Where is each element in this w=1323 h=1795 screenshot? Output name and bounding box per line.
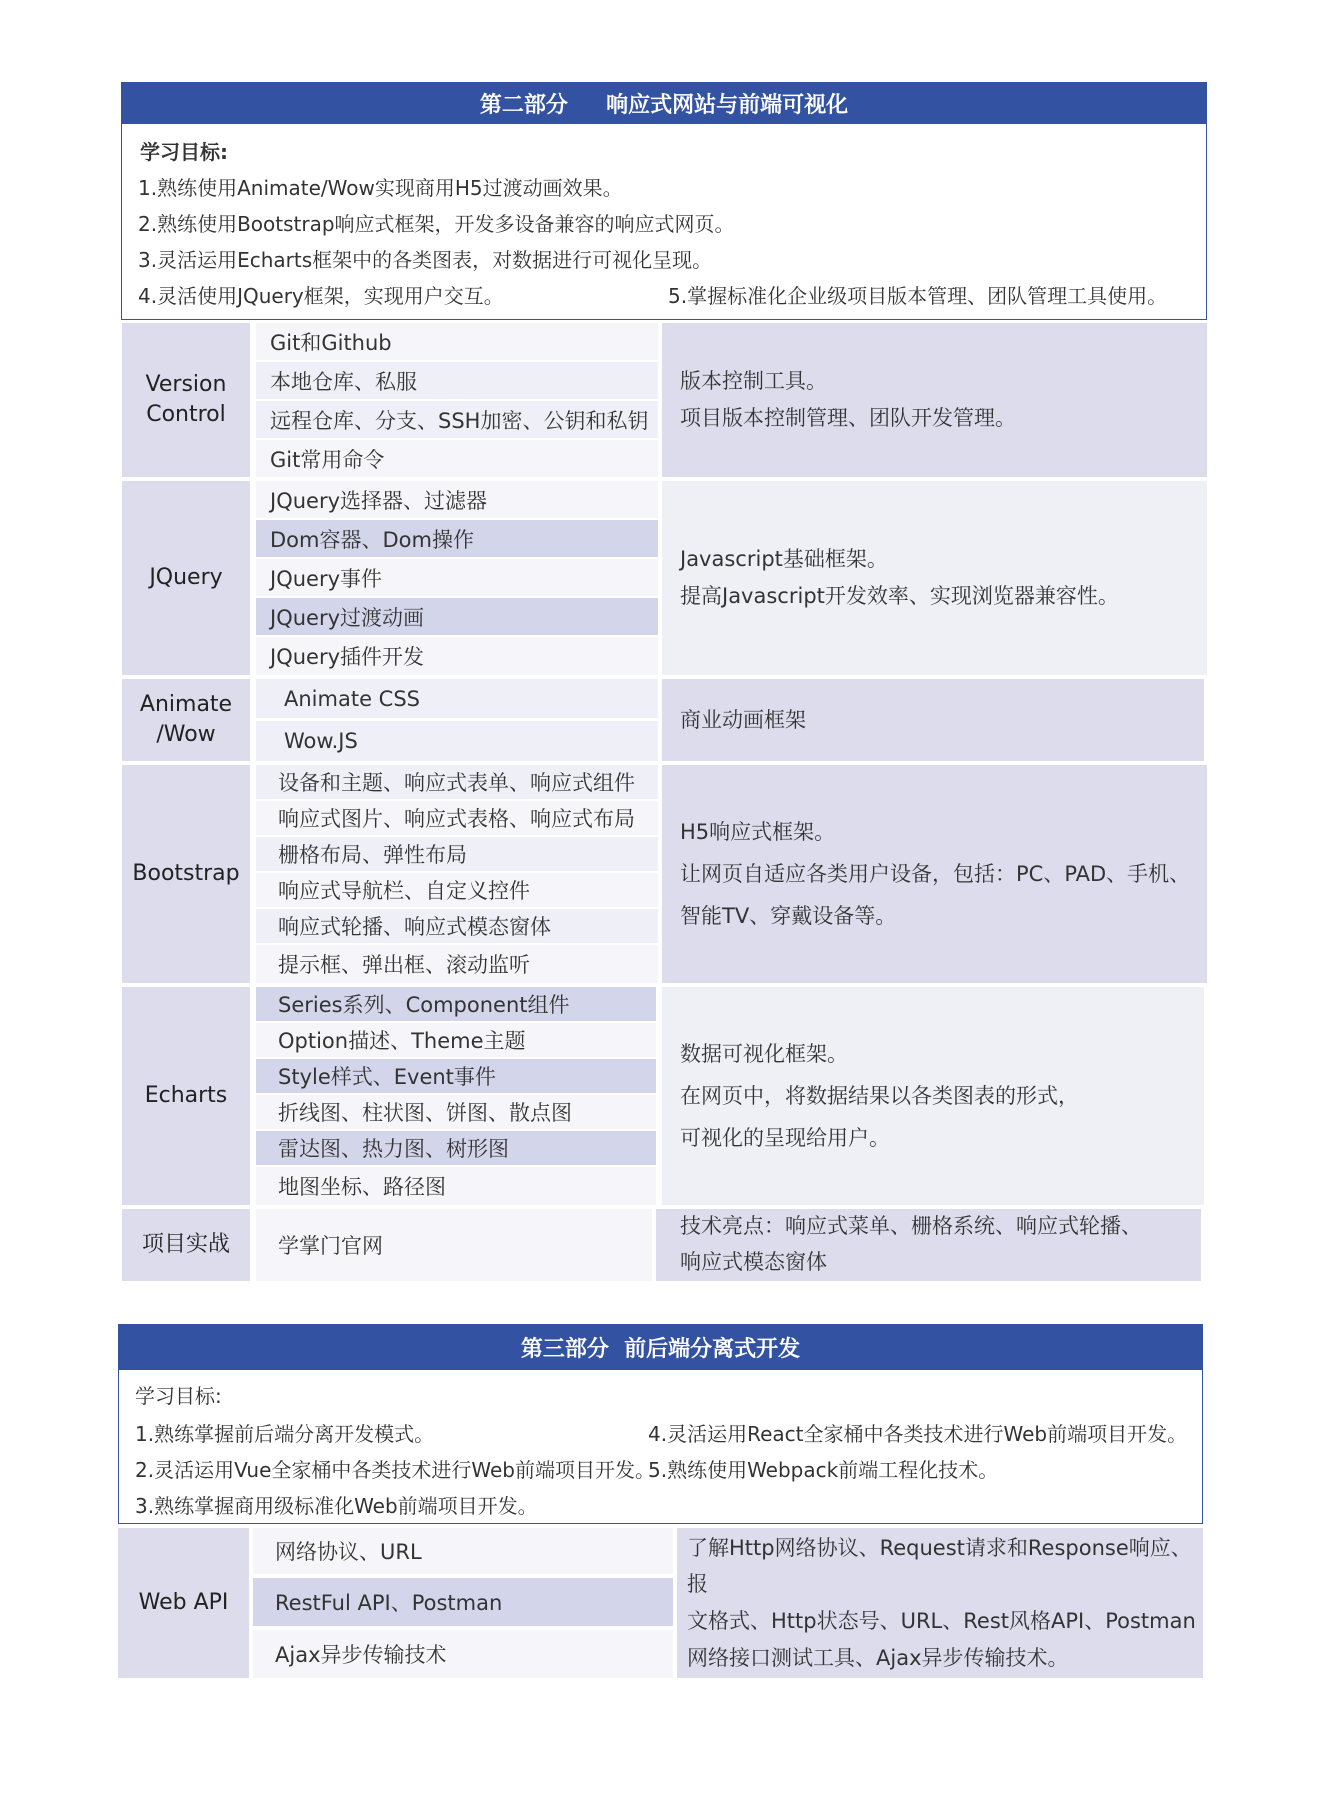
list-item: 响应式导航栏、自定义控件	[256, 873, 658, 907]
goals-label: 学习目标:	[140, 140, 228, 164]
list-item: 折线图、柱状图、饼图、散点图	[256, 1095, 656, 1129]
desc-line: 网络接口测试工具、Ajax异步传输技术。	[687, 1645, 1069, 1670]
description-animate-wow	[662, 679, 1204, 761]
list-item: 响应式轮播、响应式模态窗体	[256, 909, 658, 943]
list-item: Ajax异步传输技术	[253, 1630, 673, 1678]
category-jquery: JQuery	[122, 481, 250, 675]
list-item: Git常用命令	[256, 440, 658, 477]
list-item: 提示框、弹出框、滚动监听	[256, 945, 658, 983]
goal-item: 5.掌握标准化企业级项目版本管理、团队管理工具使用。	[668, 284, 1168, 308]
description-jquery	[662, 481, 1207, 675]
desc-line: 响应式模态窗体	[680, 1250, 827, 1274]
list-item: Git和Github	[256, 323, 658, 360]
part3-goals-box	[118, 1370, 1203, 1524]
goal-item: 2.熟练使用Bootstrap响应式框架，开发多设备兼容的响应式网页。	[138, 212, 735, 236]
list-item: 远程仓库、分支、SSH加密、公钥和私钥	[256, 401, 658, 438]
goal-item: 5.熟练使用Webpack前端工程化技术。	[648, 1458, 999, 1482]
description-echarts	[662, 987, 1204, 1205]
desc-line: 技术亮点：响应式菜单、栅格系统、响应式轮播、	[680, 1214, 1142, 1239]
list-item: Animate CSS	[256, 679, 658, 718]
list-item: 网络协议、URL	[253, 1528, 673, 1574]
list-item: 栅格布局、弹性布局	[256, 837, 658, 871]
category-project: 项目实战	[122, 1209, 250, 1281]
goal-item: 3.熟练掌握商用级标准化Web前端项目开发。	[135, 1494, 538, 1518]
list-item: RestFul API、Postman	[253, 1578, 673, 1626]
list-item: Series系列、Component组件	[256, 987, 656, 1021]
list-item: JQuery事件	[256, 559, 658, 596]
desc-line: 在网页中，将数据结果以各类图表的形式，	[680, 1084, 1079, 1108]
goal-item: 4.灵活运用React全家桶中各类技术进行Web前端项目开发。	[648, 1422, 1188, 1446]
goal-item: 4.灵活使用JQuery框架，实现用户交互。	[138, 284, 504, 308]
desc-line: 版本控制工具。	[680, 369, 827, 394]
description-version-control	[662, 323, 1207, 477]
list-item: 雷达图、热力图、树形图	[256, 1131, 656, 1165]
list-item: JQuery过渡动画	[256, 598, 658, 635]
part2-goals-box	[121, 124, 1207, 320]
list-item: Dom容器、Dom操作	[256, 520, 658, 557]
desc-line: 项目版本控制管理、团队开发管理。	[680, 406, 1016, 430]
list-item: 地图坐标、路径图	[256, 1167, 656, 1205]
goal-item: 1.熟练使用Animate/Wow实现商用H5过渡动画效果。	[138, 176, 623, 200]
description-web-api	[677, 1528, 1203, 1678]
description-project	[656, 1209, 1201, 1281]
list-item: 设备和主题、响应式表单、响应式组件	[256, 765, 658, 799]
desc-line: Javascript基础框架。	[680, 547, 888, 572]
desc-line: 提高Javascript开发效率、实现浏览器兼容性。	[680, 584, 1119, 608]
list-item: 本地仓库、私服	[256, 362, 658, 399]
goals-label: 学习目标:	[135, 1384, 222, 1408]
desc-line: 智能TV、穿戴设备等。	[680, 904, 897, 928]
desc-line: 可视化的呈现给用户。	[680, 1126, 890, 1150]
goal-item: 3.灵活运用Echarts框架中的各类图表，对数据进行可视化呈现。	[138, 248, 713, 272]
part2-title: 第二部分 响应式网站与前端可视化	[121, 82, 1207, 124]
list-item: 响应式图片、响应式表格、响应式布局	[256, 801, 658, 835]
list-item: Option描述、Theme主题	[256, 1023, 656, 1057]
desc-line: 文格式、Http状态号、URL、Rest风格API、Postman	[687, 1609, 1196, 1633]
description-bootstrap	[662, 765, 1207, 983]
category-animate-wow: Animate /Wow	[122, 679, 250, 761]
category-bootstrap: Bootstrap	[122, 765, 250, 983]
desc-line: 数据可视化框架。	[680, 1042, 848, 1066]
list-item: 学掌门官网	[256, 1209, 652, 1281]
list-item: Style样式、Event事件	[256, 1059, 656, 1093]
category-web-api: Web API	[118, 1528, 249, 1678]
goal-item: 2.灵活运用Vue全家桶中各类技术进行Web前端项目开发。	[135, 1458, 655, 1482]
part3-title: 第三部分 前后端分离式开发	[118, 1324, 1203, 1370]
category-echarts: Echarts	[122, 987, 250, 1205]
desc-line: 商业动画框架	[680, 707, 806, 732]
desc-line: 让网页自适应各类用户设备，包括：PC、PAD、手机、	[680, 862, 1191, 886]
list-item: JQuery选择器、过滤器	[256, 481, 658, 518]
list-item: Wow.JS	[256, 721, 658, 761]
goal-item: 1.熟练掌握前后端分离开发模式。	[135, 1422, 435, 1446]
category-version-control: Version Control	[122, 323, 250, 477]
desc-line: H5响应式框架。	[680, 820, 836, 844]
list-item: JQuery插件开发	[256, 637, 658, 675]
desc-line: 了解Http网络协议、Request请求和Response响应、报	[687, 1535, 1192, 1597]
